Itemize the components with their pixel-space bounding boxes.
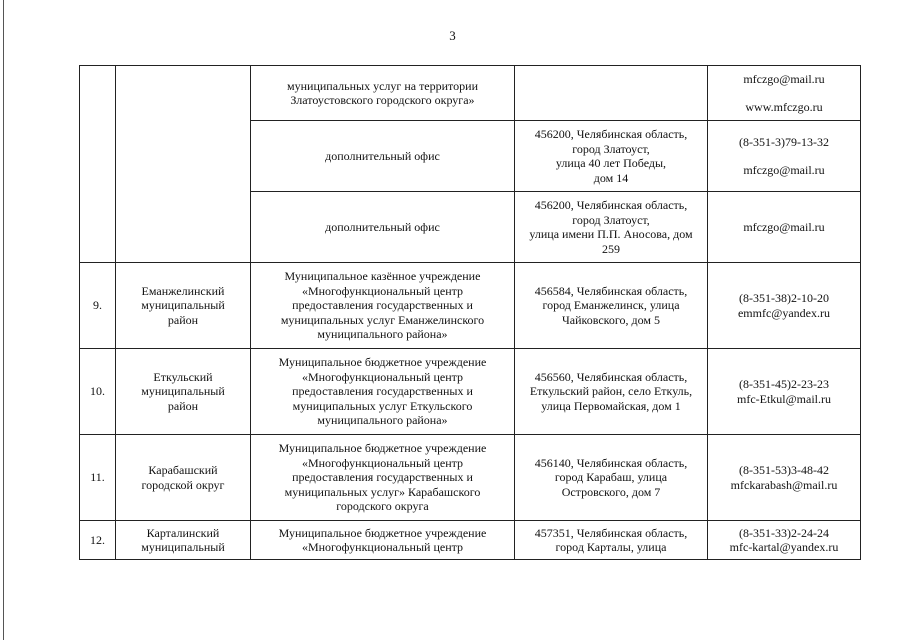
email-link[interactable]: mfc-kartal@yandex.ru	[729, 540, 839, 554]
table-row	[80, 349, 861, 435]
cell-organization: Муниципальное бюджетное учреждение «Многофункциональный центр	[251, 521, 515, 560]
page-number: 3	[449, 28, 456, 43]
cell-number: 11.	[80, 435, 116, 521]
cell-contacts: (8-351-53)3-48-42 mfckarabash@mail.ru	[708, 435, 861, 521]
cell-organization: дополнительный офис	[251, 192, 515, 263]
cell-contacts: (8-351-45)2-23-23 mfc-Etkul@mail.ru	[708, 349, 861, 435]
cell-contacts: (8-351-33)2-24-24 mfc-kartal@yandex.ru	[708, 521, 861, 560]
scan-left-edge	[3, 0, 4, 640]
email-link[interactable]: mfczgo@mail.ru	[743, 219, 825, 234]
cell-number	[80, 66, 116, 263]
cell-organization: дополнительный офис	[251, 121, 515, 192]
cell-address: 456140, Челябинская область, город Карабаш, улица Островского, дом 7	[515, 435, 708, 521]
cell-address: 456200, Челябинская область, город Златоуст, улица 40 лет Победы, дом 14	[515, 121, 708, 192]
email-link[interactable]: mfczgo@mail.ru	[743, 162, 825, 177]
cell-municipality: Карабашский городской округ	[116, 435, 251, 521]
table-row	[80, 263, 861, 349]
cell-municipality	[116, 66, 251, 263]
website-link[interactable]: www.mfczgo.ru	[745, 99, 823, 114]
table-row	[80, 521, 861, 560]
cell-number: 12.	[80, 521, 116, 560]
cell-address: 456200, Челябинская область, город Златоуст, улица имени П.П. Аносова, дом 259	[515, 192, 708, 263]
cell-address: 456560, Челябинская область, Еткульский район, село Еткуль, улица Первомайская, дом 1	[515, 349, 708, 435]
cell-number: 9.	[80, 263, 116, 349]
cell-contacts	[708, 192, 861, 263]
cell-contacts: mfczgo@mail.ru www.mfczgo.ru	[708, 66, 861, 121]
cell-address: 457351, Челябинская область, город Карталы, улица	[515, 521, 708, 560]
table-row	[80, 66, 861, 121]
cell-contacts: (8-351-38)2-10-20 emmfc@yandex.ru	[708, 263, 861, 349]
email-link[interactable]: emmfc@yandex.ru	[737, 305, 830, 320]
cell-contacts: (8-351-3)79-13-32 mfczgo@mail.ru	[708, 121, 861, 192]
cell-organization: муниципальных услуг на территории Златоустовского городского округа»	[251, 66, 515, 121]
email-link[interactable]: mfckarabash@mail.ru	[730, 477, 838, 492]
cell-municipality: Еманжелинский муниципальный район	[116, 263, 251, 349]
cell-address: 456584, Челябинская область, город Еманжелинск, улица Чайковского, дом 5	[515, 263, 708, 349]
table-row	[80, 435, 861, 521]
mfc-registry-table	[79, 65, 861, 560]
cell-municipality: Карталинский муниципальный	[116, 521, 251, 560]
cell-organization: Муниципальное казённое учреждение «Многофункциональный центр предоставления государственных и муниципальных услуг Еманжелинского муниципального района»	[251, 263, 515, 349]
cell-address	[515, 66, 708, 121]
cell-municipality: Еткульский муниципальный район	[116, 349, 251, 435]
cell-number: 10.	[80, 349, 116, 435]
email-link[interactable]: mfc-Etkul@mail.ru	[736, 391, 832, 406]
cell-organization: Муниципальное бюджетное учреждение «Многофункциональный центр предоставления государственных и муниципальных услуг» Карабашского городского округа	[251, 435, 515, 521]
cell-organization: Муниципальное бюджетное учреждение «Многофункциональный центр предоставления государственных и муниципальных услуг Еткульского муниципального района»	[251, 349, 515, 435]
